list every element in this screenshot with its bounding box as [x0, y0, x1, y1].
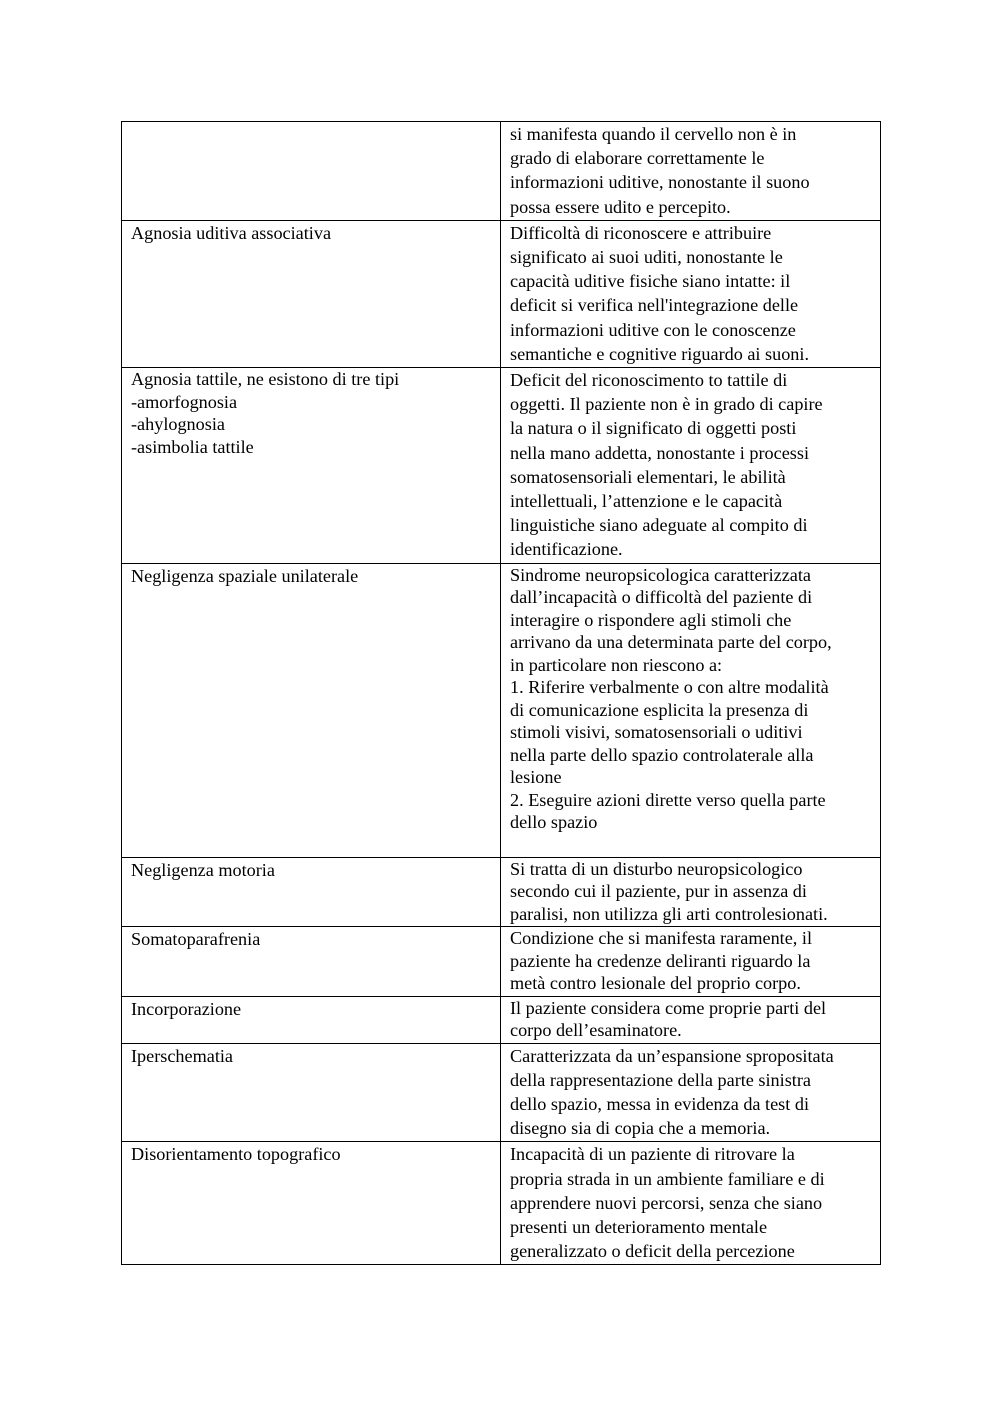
table-row [122, 368, 881, 564]
definition-cell [501, 927, 881, 997]
term-cell [122, 220, 501, 367]
definition-line: Si tratta di un disturbo neuropsicologico [510, 858, 803, 879]
term-cell [122, 927, 501, 997]
definition-line: semantiche e cognitive riguardo ai suoni. [510, 343, 809, 364]
definition-cell [501, 368, 881, 564]
term-line: Iperschematia [131, 1045, 233, 1066]
definition-line: deficit si verifica nell'integrazione delle [510, 295, 799, 316]
table-row [122, 996, 881, 1043]
table-row [122, 220, 881, 367]
table-row [122, 927, 881, 997]
definition-line: della rappresentazione della parte sinistra [510, 1069, 811, 1090]
definition-line: Sindrome neuropsicologica caratterizzata [510, 564, 811, 585]
term-cell [122, 1043, 501, 1142]
definition-line: interagire o rispondere agli stimoli che [510, 609, 792, 630]
term-cell [122, 1142, 501, 1265]
definition-line: generalizzato o deficit della percezione [510, 1241, 795, 1262]
definition-line: Il paziente considera come proprie parti del [510, 997, 827, 1018]
definition-line: disegno sia di copia che a memoria. [510, 1118, 771, 1139]
definition-line: nella parte dello spazio controlaterale alla [510, 744, 814, 765]
definition-line: arrivano da una determinata parte del corpo, [510, 632, 832, 653]
definition-line: identificazione. [510, 539, 623, 560]
definition-line: linguistiche siano adeguate al compito di [510, 515, 808, 536]
definition-line: lesione [510, 767, 562, 788]
definition-line: nella mano addetta, nonostante i processi [510, 442, 809, 463]
definition-line: dall’incapacità o difficoltà del paziente di [510, 587, 813, 608]
term-cell [122, 122, 501, 221]
definitions-table [121, 121, 881, 1265]
definition-line: intellettuali, l’attenzione e le capacità [510, 491, 783, 512]
definition-line: significato ai suoi uditi, nonostante le [510, 247, 783, 268]
definition-line: paziente ha credenze deliranti riguardo la [510, 950, 811, 971]
definition-line: dello spazio, messa in evidenza da test di [510, 1094, 809, 1115]
definition-line: stimoli visivi, somatosensoriali o uditivi [510, 722, 803, 743]
definition-line: presenti un deterioramento mentale [510, 1217, 768, 1238]
term-line: -amorfognosia [131, 391, 238, 412]
definition-line: metà contro lesionale del proprio corpo. [510, 973, 801, 994]
term-line: Negligenza spaziale unilaterale [131, 565, 359, 586]
definition-line: apprendere nuovi percorsi, senza che siano [510, 1192, 823, 1213]
term-cell [122, 563, 501, 857]
definition-line: grado di elaborare correttamente le [510, 148, 765, 169]
definition-line: Difficoltà di riconoscere e attribuire [510, 222, 772, 243]
definition-line: Incapacità di un paziente di ritrovare la [510, 1144, 795, 1165]
definition-line: propria strada in un ambiente familiare e di [510, 1168, 825, 1189]
definition-line: Caratterizzata da un’espansione spropositata [510, 1045, 834, 1066]
definition-line: somatosensoriali elementari, le abilità [510, 466, 786, 487]
term-line: Incorporazione [131, 998, 242, 1019]
definition-cell [501, 220, 881, 367]
term-cell [122, 996, 501, 1043]
definition-line: oggetti. Il paziente non è in grado di capire [510, 394, 823, 415]
term-line: Somatoparafrenia [131, 929, 261, 950]
definition-cell [501, 122, 881, 221]
definition-line: la natura o il significato di oggetti posti [510, 418, 797, 439]
table-row [122, 1043, 881, 1142]
term-cell [122, 857, 501, 927]
table-row [122, 857, 881, 927]
definition-line: Deficit del riconoscimento to tattile di [510, 370, 788, 391]
definition-cell [501, 1142, 881, 1265]
term-line: Negligenza motoria [131, 859, 275, 880]
definition-cell [501, 1043, 881, 1142]
definition-cell [501, 563, 881, 857]
definition-cell [501, 996, 881, 1043]
term-line: Agnosia tattile, ne esistono di tre tipi [131, 369, 400, 390]
definition-line: corpo dell’esaminatore. [510, 1020, 682, 1041]
definition-line: dello spazio [510, 812, 598, 833]
term-line: -ahylognosia [131, 414, 225, 435]
definition-line: in particolare non riescono a: [510, 654, 723, 675]
definition-line: paralisi, non utilizza gli arti controlesionati. [510, 903, 828, 924]
term-cell [122, 368, 501, 564]
definition-line: informazioni uditive con le conoscenze [510, 319, 796, 340]
term-line: Agnosia uditiva associativa [131, 222, 332, 243]
definition-line: capacità uditive fisiche siano intatte: il [510, 271, 791, 292]
definition-line: si manifesta quando il cervello non è in [510, 124, 797, 144]
definition-line: informazioni uditive, nonostante il suono [510, 172, 810, 193]
definition-line: secondo cui il paziente, pur in assenza di [510, 881, 807, 902]
definition-line: possa essere udito e percepito. [510, 196, 731, 217]
definition-line: di comunicazione esplicita la presenza di [510, 699, 809, 720]
table-row [122, 563, 881, 857]
term-line: Disorientamento topografico [131, 1144, 341, 1165]
definition-cell [501, 857, 881, 927]
table-row [122, 1142, 881, 1265]
definition-line: Condizione che si manifesta raramente, il [510, 928, 813, 949]
table-row [122, 122, 881, 221]
definition-line: 2. Eseguire azioni dirette verso quella parte [510, 789, 826, 810]
term-line: -asimbolia tattile [131, 436, 254, 457]
definition-line: 1. Riferire verbalmente o con altre modalità [510, 677, 829, 698]
